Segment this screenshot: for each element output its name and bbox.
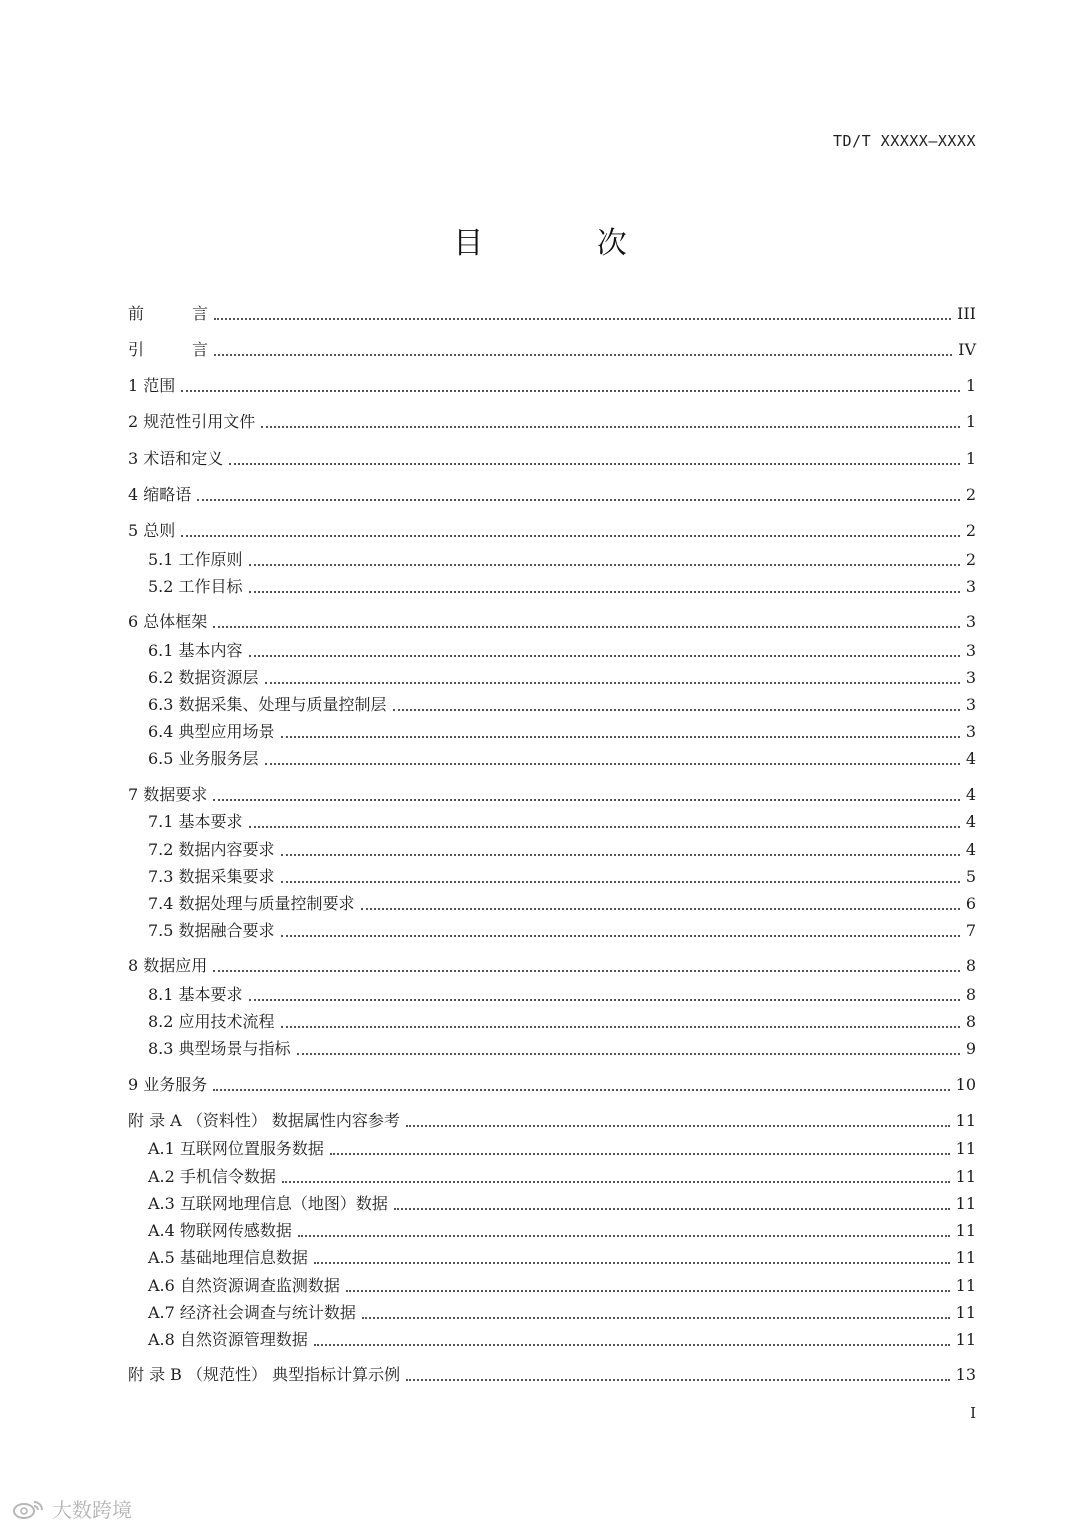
toc-leader-dots xyxy=(265,753,960,765)
toc-entry[interactable] xyxy=(148,1190,976,1214)
toc-entry-label: 6.1 基本内容 xyxy=(148,641,243,660)
toc-leader-dots xyxy=(181,525,960,537)
toc-entry-page: 11 xyxy=(955,1139,976,1158)
toc-entry-page: IV xyxy=(958,340,976,359)
toc-entry-label: 2 规范性引用文件 xyxy=(128,412,256,431)
toc-entry-page: 2 xyxy=(965,521,976,540)
toc-leader-dots xyxy=(394,1198,950,1210)
toc-entry[interactable] xyxy=(128,1107,976,1131)
toc-entry[interactable] xyxy=(128,372,976,396)
toc-entry-page: 4 xyxy=(965,749,976,768)
toc-leader-dots xyxy=(330,1143,950,1155)
toc-entry-label: A.3 互联网地理信息（地图）数据 xyxy=(148,1194,388,1213)
toc-entry[interactable] xyxy=(148,637,976,661)
toc-entry-label: 前 言 xyxy=(128,304,209,323)
toc-entry-label: 6.4 典型应用场景 xyxy=(148,722,275,741)
toc-entry-label: 5.2 工作目标 xyxy=(148,577,243,596)
toc-entry-page: 8 xyxy=(965,1012,976,1031)
toc-leader-dots xyxy=(298,1225,950,1237)
toc-entry[interactable] xyxy=(148,1272,976,1296)
toc-entry[interactable] xyxy=(148,573,976,597)
toc-entry-page: 3 xyxy=(965,577,976,596)
toc-entry[interactable] xyxy=(128,408,976,432)
toc-entry-page: 8 xyxy=(965,985,976,1004)
toc-leader-dots xyxy=(282,1171,950,1183)
toc-entry-page: 4 xyxy=(965,785,976,804)
toc-entry-page: 1 xyxy=(965,376,976,395)
toc-entry-label: A.5 基础地理信息数据 xyxy=(148,1248,308,1267)
toc-entry-label: 8 数据应用 xyxy=(128,956,208,975)
toc-entry-page: 5 xyxy=(965,867,976,886)
toc-entry-page: 11 xyxy=(955,1248,976,1267)
toc-leader-dots xyxy=(213,789,960,801)
toc-entry-page: 11 xyxy=(955,1276,976,1295)
toc-entry[interactable] xyxy=(148,1299,976,1323)
toc-entry-label: 8.3 典型场景与指标 xyxy=(148,1039,291,1058)
toc-entry[interactable] xyxy=(128,300,976,324)
toc-leader-dots xyxy=(261,416,960,428)
toc-entry[interactable] xyxy=(148,1035,976,1059)
toc-leader-dots xyxy=(249,554,960,566)
toc-entry[interactable] xyxy=(128,781,976,805)
toc-entry-page: 8 xyxy=(965,956,976,975)
toc-leader-dots xyxy=(229,453,960,465)
toc-entry-page: 1 xyxy=(965,412,976,431)
toc-entry-label: 1 范围 xyxy=(128,376,176,395)
toc-entry-label: 9 业务服务 xyxy=(128,1075,208,1094)
toc-entry[interactable] xyxy=(128,952,976,976)
toc-entry-page: 11 xyxy=(955,1303,976,1322)
toc-entry[interactable] xyxy=(128,608,976,632)
toc-entry-page: 6 xyxy=(965,894,976,913)
toc-entry-label: 6 总体框架 xyxy=(128,612,208,631)
toc-entry[interactable] xyxy=(128,517,976,541)
toc-entry[interactable] xyxy=(128,1071,976,1095)
toc-entry-page: 7 xyxy=(965,921,976,940)
toc-entry-label: A.7 经济社会调查与统计数据 xyxy=(148,1303,356,1322)
toc-leader-dots xyxy=(214,308,951,320)
toc-entry-page: III xyxy=(957,304,976,323)
toc-entry[interactable] xyxy=(148,664,976,688)
toc-entry-label: 7.4 数据处理与质量控制要求 xyxy=(148,894,355,913)
toc-entry[interactable] xyxy=(148,917,976,941)
watermark-text: 大数跨境 xyxy=(52,1498,132,1522)
toc-entry[interactable] xyxy=(128,336,976,360)
toc-entry-page: 3 xyxy=(965,612,976,631)
toc-leader-dots xyxy=(406,1115,950,1127)
toc-entry-page: 13 xyxy=(955,1365,976,1384)
toc-leader-dots xyxy=(249,645,960,657)
toc-entry[interactable] xyxy=(148,1008,976,1032)
toc-entry-label: 7.2 数据内容要求 xyxy=(148,840,275,859)
toc-entry-label: A.8 自然资源管理数据 xyxy=(148,1330,308,1349)
toc-entry[interactable] xyxy=(148,546,976,570)
toc-entry-label: 7.1 基本要求 xyxy=(148,812,243,831)
toc-entry[interactable] xyxy=(128,1361,976,1385)
toc-entry-page: 2 xyxy=(965,485,976,504)
toc-entry-page: 3 xyxy=(965,695,976,714)
toc-entry-label: 7 数据要求 xyxy=(128,785,208,804)
toc-leader-dots xyxy=(281,726,960,738)
toc-entry[interactable] xyxy=(148,808,976,832)
toc-entry-label: A.2 手机信令数据 xyxy=(148,1167,276,1186)
toc-entry-page: 11 xyxy=(955,1194,976,1213)
toc-leader-dots xyxy=(346,1280,950,1292)
toc-entry-page: 11 xyxy=(955,1167,976,1186)
toc-leader-dots xyxy=(265,672,960,684)
toc-entry[interactable] xyxy=(148,691,976,715)
weibo-logo-icon xyxy=(12,1498,48,1520)
toc-leader-dots xyxy=(281,844,960,856)
toc-leader-dots xyxy=(181,380,960,392)
toc-leader-dots xyxy=(249,989,960,1001)
toc-entry[interactable] xyxy=(148,1217,976,1241)
toc-entry-page: 11 xyxy=(955,1330,976,1349)
toc-leader-dots xyxy=(406,1369,950,1381)
toc-entry-label: A.1 互联网位置服务数据 xyxy=(148,1139,324,1158)
page-number: I xyxy=(970,1404,976,1422)
toc-entry-label: 附 录 A （资料性） 数据属性内容参考 xyxy=(128,1111,400,1130)
toc-entry-label: 5.1 工作原则 xyxy=(148,550,243,569)
toc-leader-dots xyxy=(249,581,960,593)
toc-entry-page: 11 xyxy=(955,1221,976,1240)
toc-entry-page: 9 xyxy=(965,1039,976,1058)
toc-entry-page: 3 xyxy=(965,668,976,687)
toc-leader-dots xyxy=(213,1079,949,1091)
toc-leader-dots xyxy=(314,1252,950,1264)
toc-leader-dots xyxy=(213,616,960,628)
toc-entry-page: 11 xyxy=(955,1111,976,1130)
toc-entry[interactable] xyxy=(148,890,976,914)
toc-entry-label: 7.3 数据采集要求 xyxy=(148,867,275,886)
toc-entry-page: 4 xyxy=(965,840,976,859)
toc-entry-label: A.4 物联网传感数据 xyxy=(148,1221,292,1240)
page-title: 目 次 xyxy=(453,226,679,261)
toc-entry-label: 7.5 数据融合要求 xyxy=(148,921,275,940)
toc-leader-dots xyxy=(281,1016,960,1028)
toc-entry[interactable] xyxy=(148,1244,976,1268)
toc-entry[interactable] xyxy=(128,481,976,505)
toc-leader-dots xyxy=(214,344,952,356)
toc-entry-label: 8.1 基本要求 xyxy=(148,985,243,1004)
toc-entry-page: 1 xyxy=(965,449,976,468)
toc-entry-label: 6.5 业务服务层 xyxy=(148,749,259,768)
toc-leader-dots xyxy=(213,960,960,972)
toc-entry[interactable] xyxy=(148,836,976,860)
toc-entry[interactable] xyxy=(148,745,976,769)
toc-entry[interactable] xyxy=(148,1163,976,1187)
toc-entry[interactable] xyxy=(128,445,976,469)
toc-entry-label: 8.2 应用技术流程 xyxy=(148,1012,275,1031)
toc-entry-label: A.6 自然资源调查监测数据 xyxy=(148,1276,340,1295)
watermark xyxy=(12,1494,132,1523)
toc-entry-label: 3 术语和定义 xyxy=(128,449,224,468)
toc-leader-dots xyxy=(281,925,960,937)
toc-leader-dots xyxy=(249,816,960,828)
toc-entry[interactable] xyxy=(148,1326,976,1350)
toc-entry[interactable] xyxy=(148,863,976,887)
toc-entry[interactable] xyxy=(148,981,976,1005)
toc-entry-label: 附 录 B （规范性） 典型指标计算示例 xyxy=(128,1365,401,1384)
toc-leader-dots xyxy=(393,699,960,711)
toc-entry[interactable] xyxy=(148,718,976,742)
document-code: TD/T XXXXX—XXXX xyxy=(833,132,976,150)
toc-entry-label: 6.2 数据资源层 xyxy=(148,668,259,687)
toc-entry[interactable] xyxy=(148,1135,976,1159)
toc-leader-dots xyxy=(297,1043,960,1055)
toc-leader-dots xyxy=(361,898,960,910)
toc-leader-dots xyxy=(314,1334,950,1346)
toc-entry-page: 4 xyxy=(965,812,976,831)
toc-entry-page: 10 xyxy=(955,1075,976,1094)
toc-leader-dots xyxy=(197,489,960,501)
toc-entry-page: 3 xyxy=(965,641,976,660)
toc-entry-label: 6.3 数据采集、处理与质量控制层 xyxy=(148,695,387,714)
toc-entry-label: 5 总则 xyxy=(128,521,176,540)
toc-entry-label: 4 缩略语 xyxy=(128,485,192,504)
toc-entry-page: 2 xyxy=(965,550,976,569)
toc-entry-page: 3 xyxy=(965,722,976,741)
toc-leader-dots xyxy=(281,871,960,883)
toc-leader-dots xyxy=(362,1307,950,1319)
toc-entry-label: 引 言 xyxy=(128,340,209,359)
